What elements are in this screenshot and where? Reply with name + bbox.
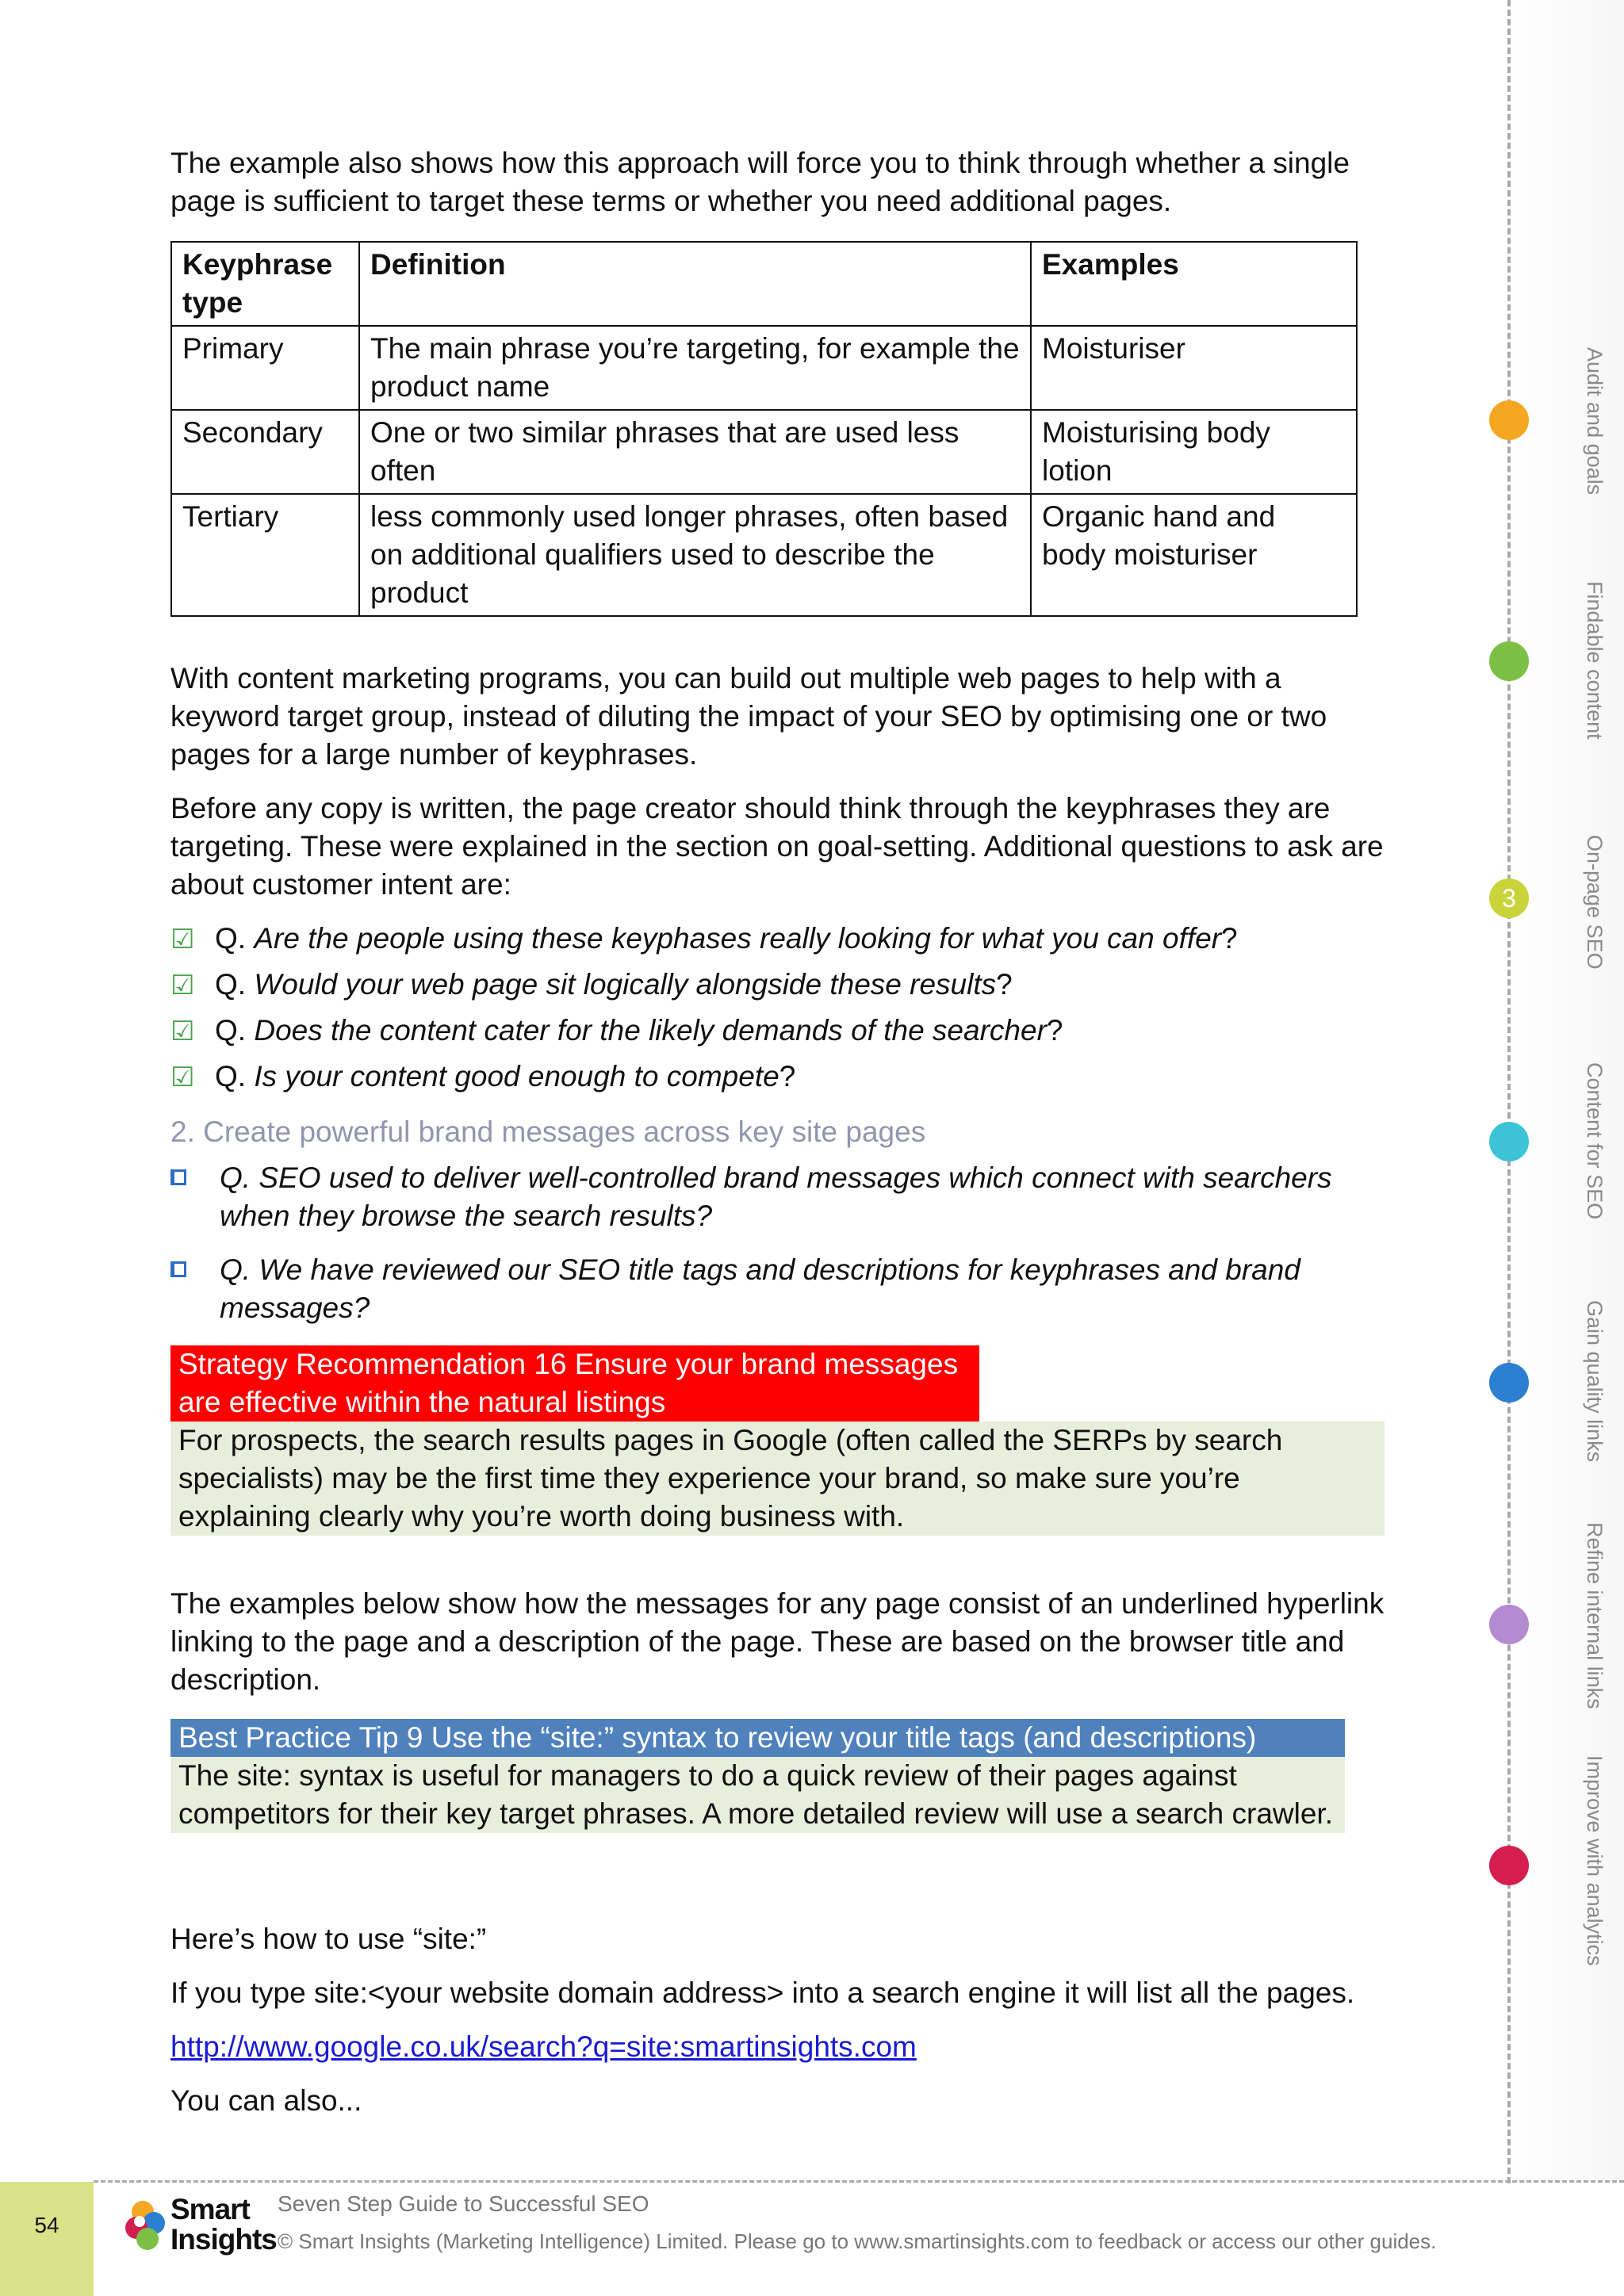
table-row <box>171 410 1357 494</box>
keyphrase-table <box>170 241 1358 617</box>
step-dot-findable[interactable] <box>1489 641 1529 681</box>
table-cell: less commonly used longer phrases, often based on additional qualifiers used to describe the product <box>359 494 1031 616</box>
table-header-cell: Keyphrase type <box>171 242 359 326</box>
table-header-row <box>171 242 1357 326</box>
table-row <box>171 326 1357 410</box>
page-number: 54 <box>0 2182 94 2296</box>
side-navigation-background <box>1509 0 1624 2180</box>
step-dot-audit[interactable] <box>1489 400 1529 440</box>
strategy-recommendation-box <box>170 1345 1385 1536</box>
tip-title: Best Practice Tip 9 Use the “site:” syntax to review your title tags (and descriptions) <box>170 1719 1345 1757</box>
before-copy-paragraph: Before any copy is written, the page creator should think through the keyphrases they are targeting. These were explained in the section on goal-setting. Additional questions to ask are about customer intent are: <box>170 792 1384 901</box>
step-label-analytics[interactable]: Improve with analytics <box>1583 1755 1607 1966</box>
strategy-title: Strategy Recommendation 16 Ensure your brand messages are effective within the natural listings <box>170 1345 979 1422</box>
footer-guide-title: Seven Step Guide to Successful SEO <box>278 2191 649 2216</box>
table-header-cell: Definition <box>359 242 1031 326</box>
step-dot-onpage[interactable]: 3 <box>1489 878 1529 918</box>
question-item: ☑ Q. Are the people using these keyphases really looking for what you can offer? <box>170 920 1238 959</box>
site-howto-heading: Here’s how to use “site:” <box>170 1923 487 1955</box>
table-cell: The main phrase you’re targeting, for example the product name <box>359 326 1031 410</box>
footer-copyright: © Smart Insights (Marketing Intelligence) Limited. Please go to www.smartinsights.com to feedback or access our other guides. <box>278 2229 1437 2253</box>
tip-body: The site: syntax is useful for managers to do a quick review of their pages against competitors for their key target phrases. A more detailed review will use a search crawler. <box>170 1757 1345 1833</box>
table-cell: One or two similar phrases that are used less often <box>359 410 1031 494</box>
question-item: ☑ Q. Would your web page sit logically alongside these results? <box>170 966 1013 1004</box>
google-search-link[interactable]: http://www.google.co.uk/search?q=site:smartinsights.com <box>170 2030 917 2063</box>
table-cell: Secondary <box>171 410 359 494</box>
checked-box-icon: ☑ <box>170 1062 195 1093</box>
examples-paragraph: The examples below show how the messages for any page consist of an underlined hyperlink linking to the page and a description of the page. These are based on the browser title and description. <box>170 1587 1385 1696</box>
table-cell: Moisturiser <box>1031 326 1357 410</box>
step-dot-internal[interactable] <box>1489 1605 1529 1644</box>
section-heading: 2. Create powerful brand messages across key site pages <box>170 1115 926 1148</box>
table-cell: Moisturising body lotion <box>1031 410 1357 494</box>
checkbox-icon <box>170 1261 186 1277</box>
strategy-body: For prospects, the search results pages in Google (often called the SERPs by search specialists) may be the first time they experience your brand, so make sure you’re explaining clearly why you’re worth doing business with. <box>170 1422 1385 1536</box>
step-label-internal[interactable]: Refine internal links <box>1583 1522 1607 1709</box>
checked-box-icon: ☑ <box>170 970 195 1001</box>
checklist-item: Q. We have reviewed our SEO title tags and descriptions for keyphrases and brand messages? <box>170 1251 1401 1327</box>
logo-wordmark: Smart Insights <box>170 2193 277 2256</box>
content-marketing-paragraph: With content marketing programs, you can build out multiple web pages to help with a keyword target group, instead of diluting the impact of your SEO by optimising one or two pages for a large number of keyphrases. <box>170 662 1327 771</box>
step-label-onpage[interactable]: On-page SEO <box>1583 835 1607 970</box>
table-row <box>171 494 1357 616</box>
checked-box-icon: ☑ <box>170 1016 195 1047</box>
closing-text: You can also... <box>170 2084 362 2117</box>
step-label-links[interactable]: Gain quality links <box>1583 1300 1607 1463</box>
table-cell: Primary <box>171 326 359 410</box>
checkbox-icon <box>170 1169 186 1185</box>
table-cell: Organic hand and body moisturiser <box>1031 494 1357 616</box>
best-practice-tip-box <box>170 1719 1345 1833</box>
question-item: ☑ Q. Does the content cater for the likely demands of the searcher? <box>170 1012 1063 1050</box>
site-explanation: If you type site:<your website domain address> into a search engine it will list all the pages. <box>170 1976 1355 2009</box>
checked-box-icon: ☑ <box>170 924 195 955</box>
table-header-cell: Examples <box>1031 242 1357 326</box>
checklist-item: Q. SEO used to deliver well-controlled brand messages which connect with searchers when they browse the search results? <box>170 1159 1401 1235</box>
step-dot-content[interactable] <box>1489 1122 1529 1161</box>
footer-divider <box>94 2180 1624 2183</box>
step-dot-links[interactable] <box>1489 1363 1529 1402</box>
question-item: ☑ Q. Is your content good enough to compete? <box>170 1058 795 1096</box>
step-label-content[interactable]: Content for SEO <box>1583 1062 1607 1220</box>
intro-paragraph: The example also shows how this approach will force you to think through whether a single page is sufficient to target these terms or whether you need additional pages. <box>170 147 1350 217</box>
step-dot-analytics[interactable] <box>1489 1846 1529 1885</box>
step-label-audit[interactable]: Audit and goals <box>1583 347 1607 496</box>
table-cell: Tertiary <box>171 494 359 616</box>
step-label-findable[interactable]: Findable content <box>1583 581 1607 740</box>
